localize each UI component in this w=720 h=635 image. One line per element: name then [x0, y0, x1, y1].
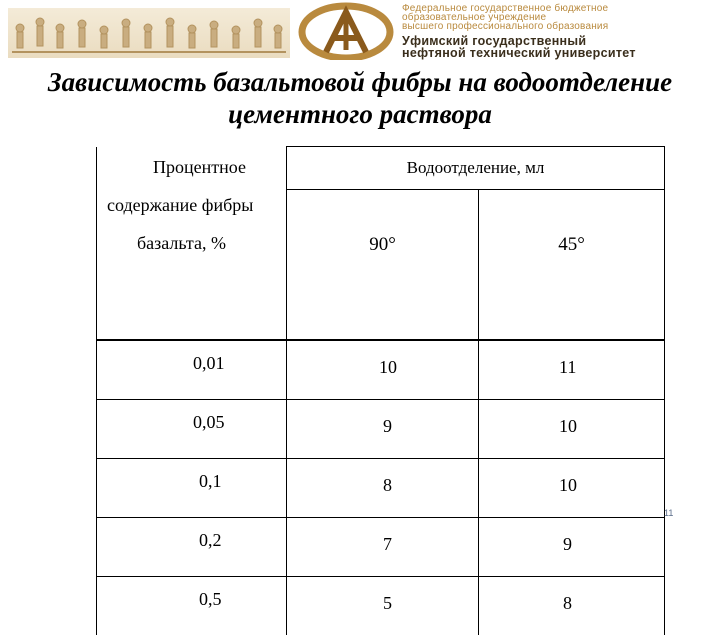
cell-45: 8 — [479, 577, 665, 635]
org-small-line: Федеральное государственное бюджетное — [402, 4, 712, 13]
slide-title-line1: Зависимость базальтовой фибры на водоотделение — [0, 66, 720, 98]
decorative-frieze — [8, 8, 290, 58]
header-water-separation: Водоотделение, мл — [287, 147, 665, 190]
slide-title — [0, 66, 720, 130]
subheader-45: 45° — [479, 190, 665, 341]
header-banner — [0, 0, 720, 62]
header-left-line: Процентное — [153, 157, 246, 177]
org-small-line: образовательное учреждение — [402, 13, 712, 22]
org-name-line: Уфимский государственный — [402, 35, 712, 47]
data-table — [96, 146, 665, 635]
cell-content: 0,5 — [97, 577, 287, 635]
cell-content: 0,05 — [97, 400, 287, 459]
university-logo — [298, 2, 398, 60]
table-row — [97, 400, 665, 459]
org-small-line: высшего профессионального образования — [402, 22, 712, 31]
cell-90: 10 — [287, 340, 479, 400]
cell-45: 11 — [479, 340, 665, 400]
header-left-line: базальта, % — [137, 233, 226, 253]
org-name-line: нефтяной технический университет — [402, 47, 712, 59]
cell-90: 8 — [287, 459, 479, 518]
table-row — [97, 340, 665, 400]
header-left-line: содержание фибры — [107, 195, 253, 215]
header-fiber-content — [97, 147, 287, 341]
cell-content: 0,1 — [97, 459, 287, 518]
cell-45: 9 — [479, 518, 665, 577]
subheader-90: 90° — [287, 190, 479, 341]
cell-90: 9 — [287, 400, 479, 459]
figures-illustration — [8, 8, 290, 58]
cell-90: 7 — [287, 518, 479, 577]
cell-content: 0,2 — [97, 518, 287, 577]
table-row — [97, 518, 665, 577]
cell-content: 0,01 — [97, 340, 287, 400]
page-number: 11 — [664, 508, 673, 518]
organization-text — [402, 4, 712, 59]
cell-90: 5 — [287, 577, 479, 635]
cell-45: 10 — [479, 400, 665, 459]
table-row — [97, 577, 665, 635]
slide-title-line2: цементного раствора — [0, 98, 720, 130]
table-row — [97, 459, 665, 518]
cell-45: 10 — [479, 459, 665, 518]
